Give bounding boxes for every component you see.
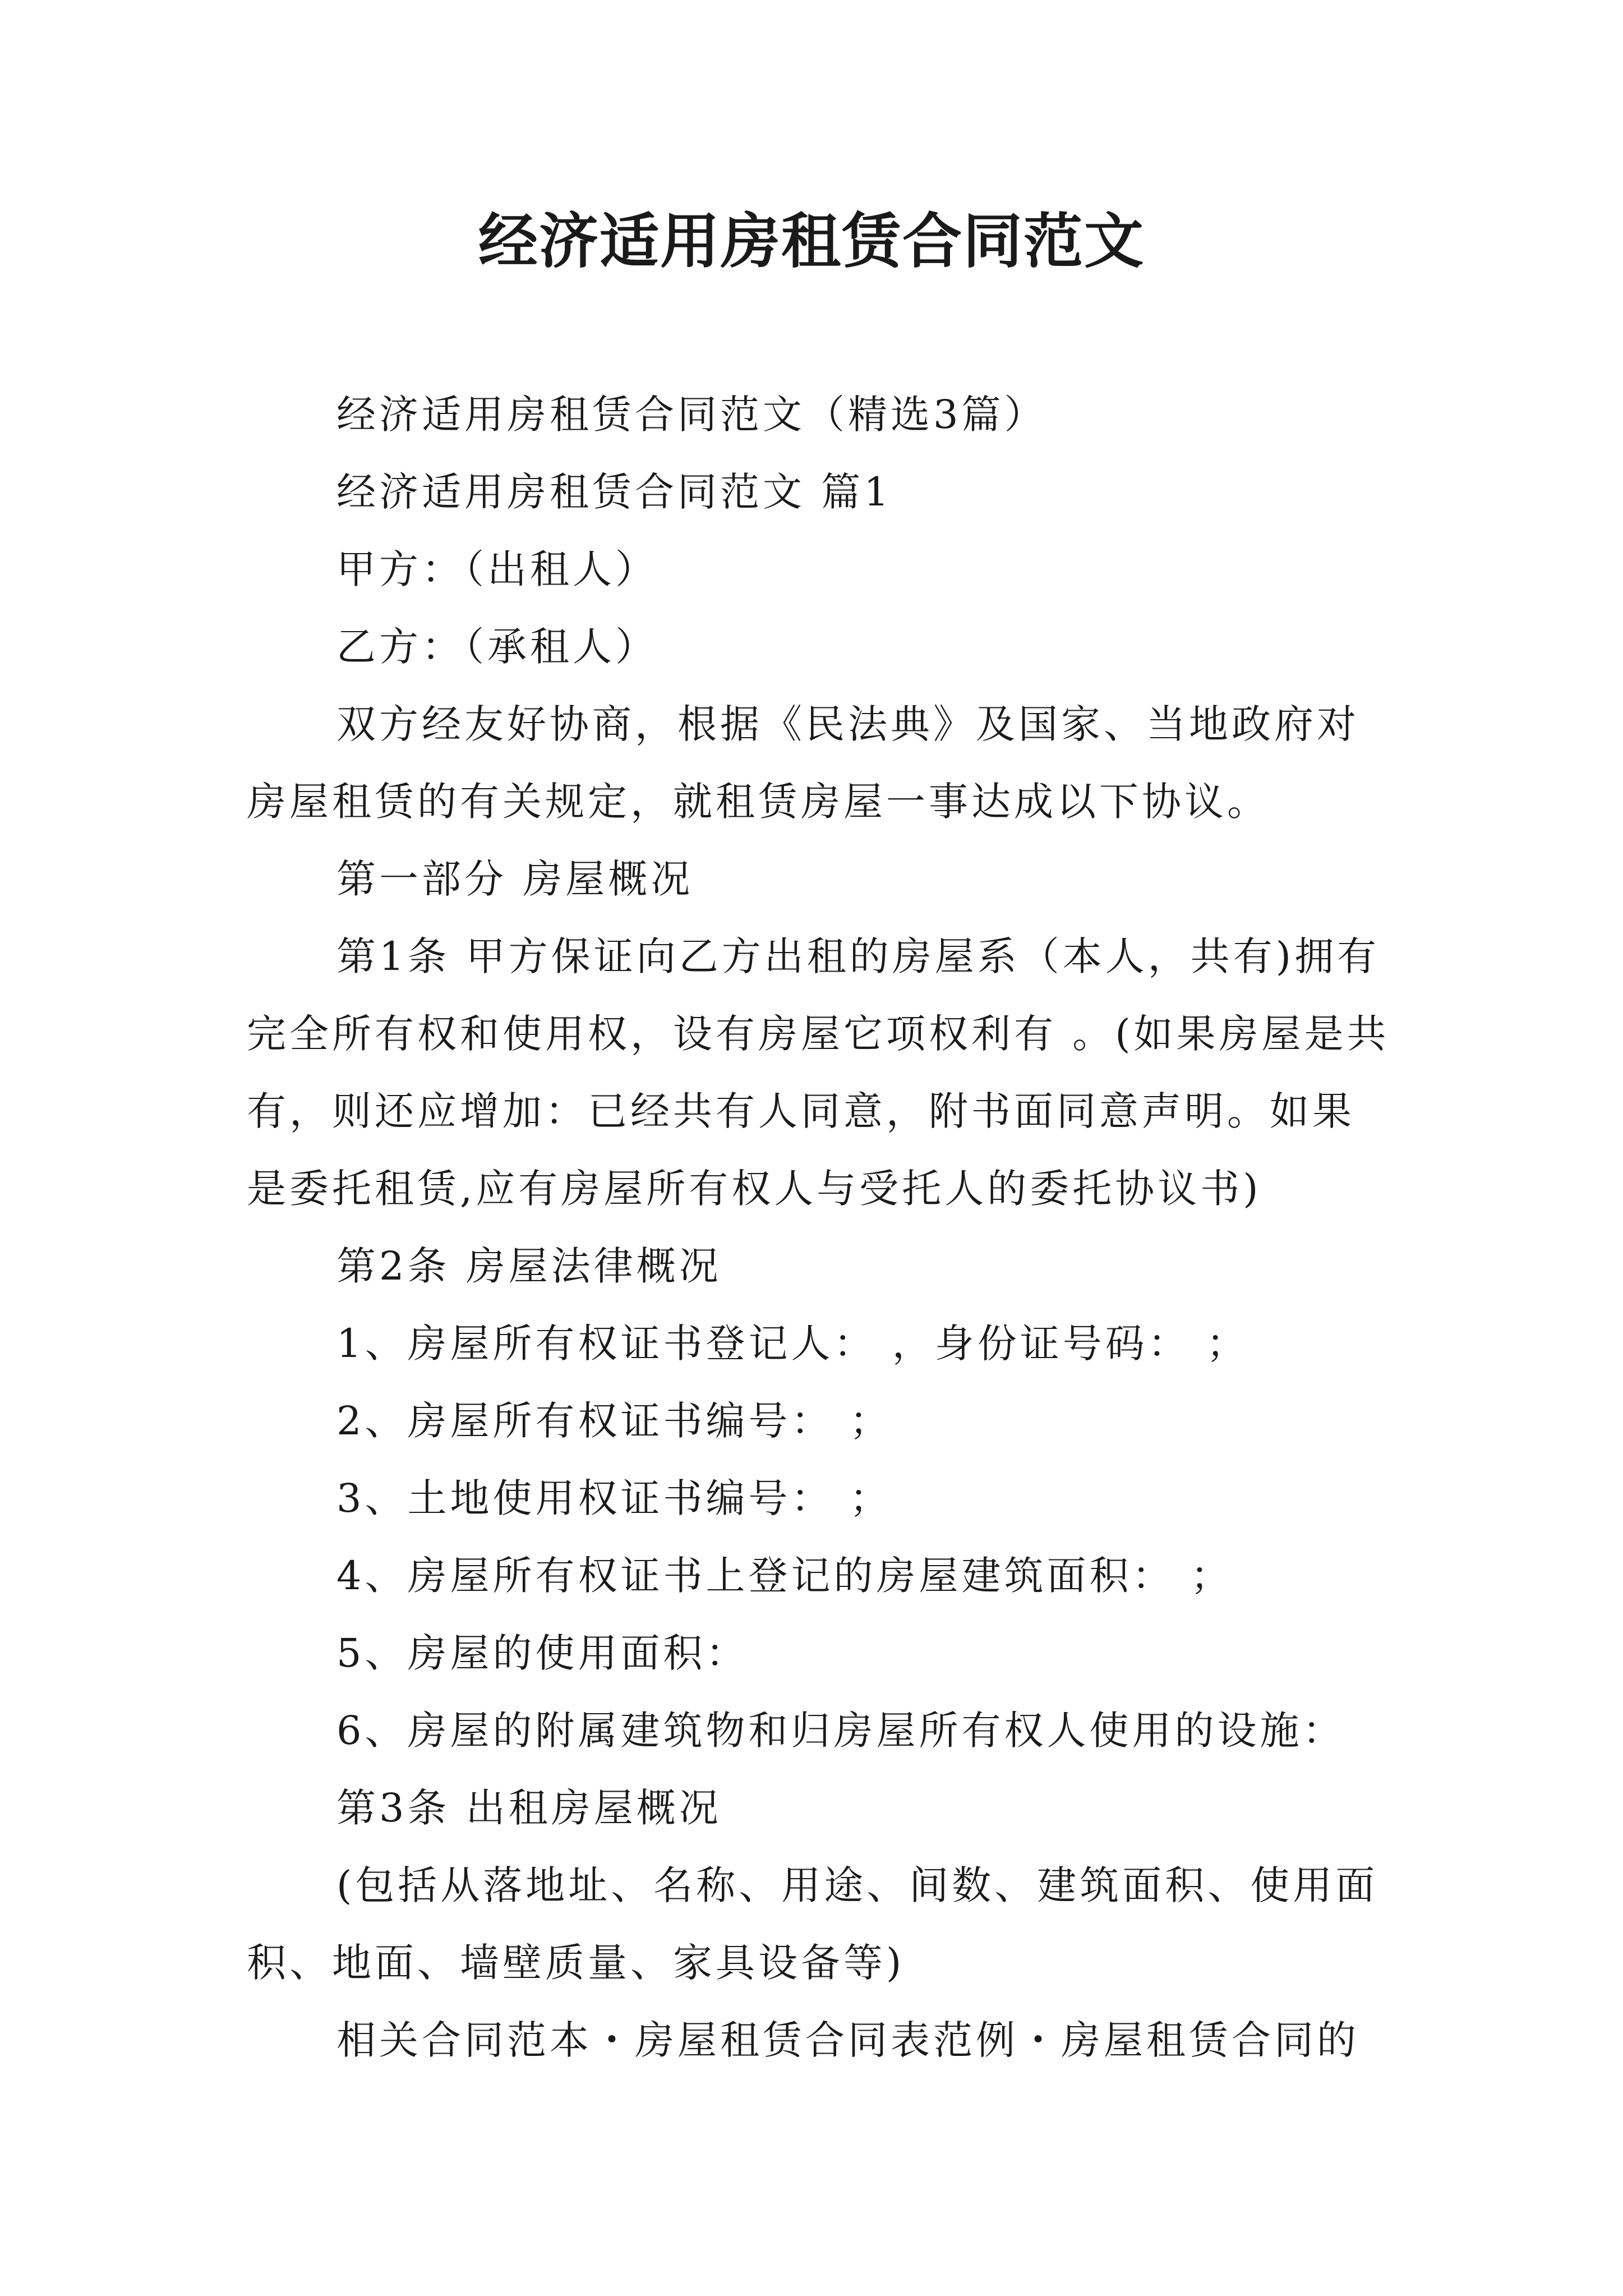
paragraph-party-a: 甲方：（出租人） [336,546,658,592]
paragraph-item-6: 6、房屋的附属建筑物和归房屋所有权人使用的设施： [336,1708,1345,1754]
paragraph-article-heading: 经济适用房租赁合同范文 篇1 [336,469,892,515]
paragraph-clause-3-detail: (包括从落地址、名称、用途、间数、建筑面积、使用面积、地面、墙壁质量、家具设备等) [247,1862,1378,1986]
paragraph-part-one-heading: 第一部分 房屋概况 [336,856,694,902]
paragraph-clause-2-heading: 第2条 房屋法律概况 [336,1243,722,1289]
paragraph-party-b: 乙方：（承租人） [336,624,658,670]
paragraph-subtitle: 经济适用房租赁合同范文（精选3篇） [336,392,1047,438]
document-body [247,376,1391,2079]
paragraph-clause-1: 第1条 甲方保证向乙方出租的房屋系（本人，共有)拥有完全所有权和使用权，设有房屋它项权利有 。(如果房屋是共有，则还应增加：已经共有人同意，附书面同意声明。如果是委托租赁,应有房屋所有权人与受托人的委托协议书) [247,933,1390,1212]
paragraph-preamble: 双方经友好协商，根据《民法典》及国家、当地政府对房屋租赁的有关规定，就租赁房屋一事达成以下协议。 [247,701,1359,825]
paragraph-item-1: 1、房屋所有权证书登记人： ，身份证号码： ； [336,1320,1249,1366]
paragraph-related-templates: 相关合同范本・房屋租赁合同表范例・房屋租赁合同的 [336,2017,1359,2063]
paragraph-item-5: 5、房屋的使用面积： [336,1630,749,1676]
paragraph-item-4: 4、房屋所有权证书上登记的房屋建筑面积： ； [336,1553,1233,1599]
paragraph-clause-3-heading: 第3条 出租房屋概况 [336,1785,722,1831]
page-title: 经济适用房租赁合同范文 [478,206,1145,276]
paragraph-item-3: 3、土地使用权证书编号： ； [336,1475,892,1521]
paragraph-item-2: 2、房屋所有权证书编号： ； [336,1398,892,1444]
